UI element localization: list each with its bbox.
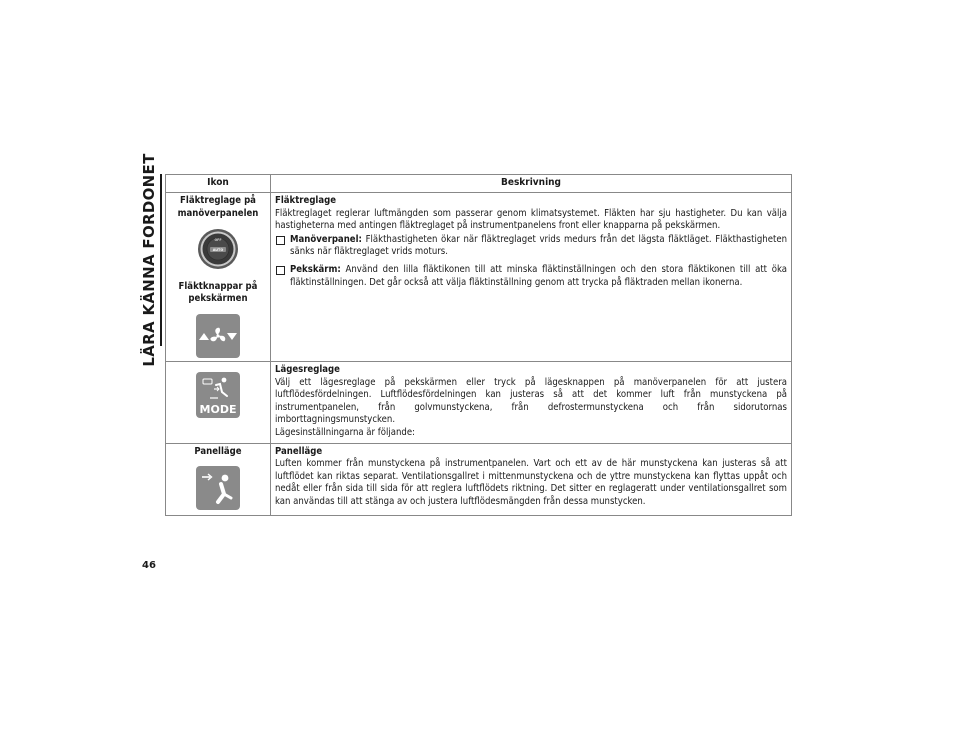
fan-panel-label: Fläktreglage på manöverpanelen: [177, 195, 259, 219]
side-rule: [160, 174, 162, 346]
fan-bullet-panel: [275, 234, 787, 259]
fan-title: Fläktreglage: [275, 195, 337, 206]
bullet-panel-label: Manöverpanel:: [290, 233, 362, 245]
fan-description-cell: [271, 193, 792, 362]
panel-mode-icon: [196, 466, 240, 510]
panel-icon-label: Panelläge: [194, 445, 242, 457]
checkbox-bullet-icon: [276, 266, 285, 275]
section-title-text: LÄRA KÄNNA FORDONET: [140, 153, 158, 367]
mode-title: Lägesreglage: [275, 363, 340, 375]
header-description: Beskrivning: [271, 175, 792, 193]
panel-description-cell: [271, 443, 792, 516]
knob-auto-text: AUTO: [212, 248, 224, 253]
checkbox-bullet-icon: [276, 236, 285, 245]
bullet-touchscreen-text: Använd den lilla fläktikonen till att minska fläktinställningen och den stora fläktikonen till att öka fläktinställningen. Det går också att välja fläktinställning genom att trycka på fläktraden mellan ikonerna.: [290, 263, 787, 288]
mode-icon-cell: [166, 361, 271, 443]
fan-knob-icon: [197, 228, 239, 270]
header-icon: Ikon: [166, 175, 271, 193]
knob-off-text: OFF: [214, 238, 222, 243]
table-row-panel: [166, 443, 792, 516]
table-row-fan: [166, 193, 792, 362]
page-number: 46: [142, 560, 156, 571]
fan-text: Fläktreglaget reglerar luftmängden som passerar genom klimatsystemet. Fläkten har sju hastigheter. Du kan välja hastigheterna med antingen fläktreglaget på instrumentpanelens front eller knapparna på pekskärmen.: [275, 207, 787, 232]
climate-controls-table: [165, 174, 792, 516]
mode-button-icon: [196, 372, 240, 418]
fan-bullet-touchscreen: [275, 264, 787, 289]
bullet-touchscreen-label: Pekskärm:: [290, 263, 341, 275]
mode-button-text: MODE: [199, 402, 237, 416]
mode-settings-text: Lägesinställningarna är följande:: [275, 426, 415, 438]
mode-text: Välj ett lägesreglage på pekskärmen eller tryck på lägesknappen på manöverpanelen för att justera luftflödesfördelningen. Luftflödesfördelningen kan justeras så att det kommer luft från munstyckena på instrumentpanelen, från golvmunstyckena, från defrostermunstyckena och från sidorutornas imborttagningsmunstycken.: [275, 376, 787, 426]
panel-title: Panelläge: [275, 445, 323, 457]
fan-icon-cell: [166, 193, 271, 362]
table-header-row: [166, 175, 792, 193]
fan-buttons-icon: [196, 314, 240, 358]
table-row-mode: [166, 361, 792, 443]
bullet-panel-text: Fläkthastigheten ökar när fläktreglaget vrids medurs från det lägsta fläktläget. Fläkthastigheten sänks när fläktreglaget vrids moturs.: [290, 233, 787, 258]
fan-touchscreen-label: Fläktknappar på pekskärmen: [178, 280, 258, 305]
panel-icon-cell: [166, 443, 271, 516]
mode-description-cell: [271, 361, 792, 443]
section-side-title: [138, 153, 160, 367]
panel-text: Luften kommer från munstyckena på instrumentpanelen. Vart och ett av de här munstyckena kan justeras så att luftflödet kan riktas separat. Ventilationsgallret i mittenmunstyckena och de yttre munstyckena kan flyttas uppåt och nedåt eller från sida till sida för att reglera luftflödets riktning. Det sitter en reglageratt under ventilationsgallret som kan användas till att stänga av och justera luftflödesmängden från dessa munstycken.: [275, 458, 787, 507]
